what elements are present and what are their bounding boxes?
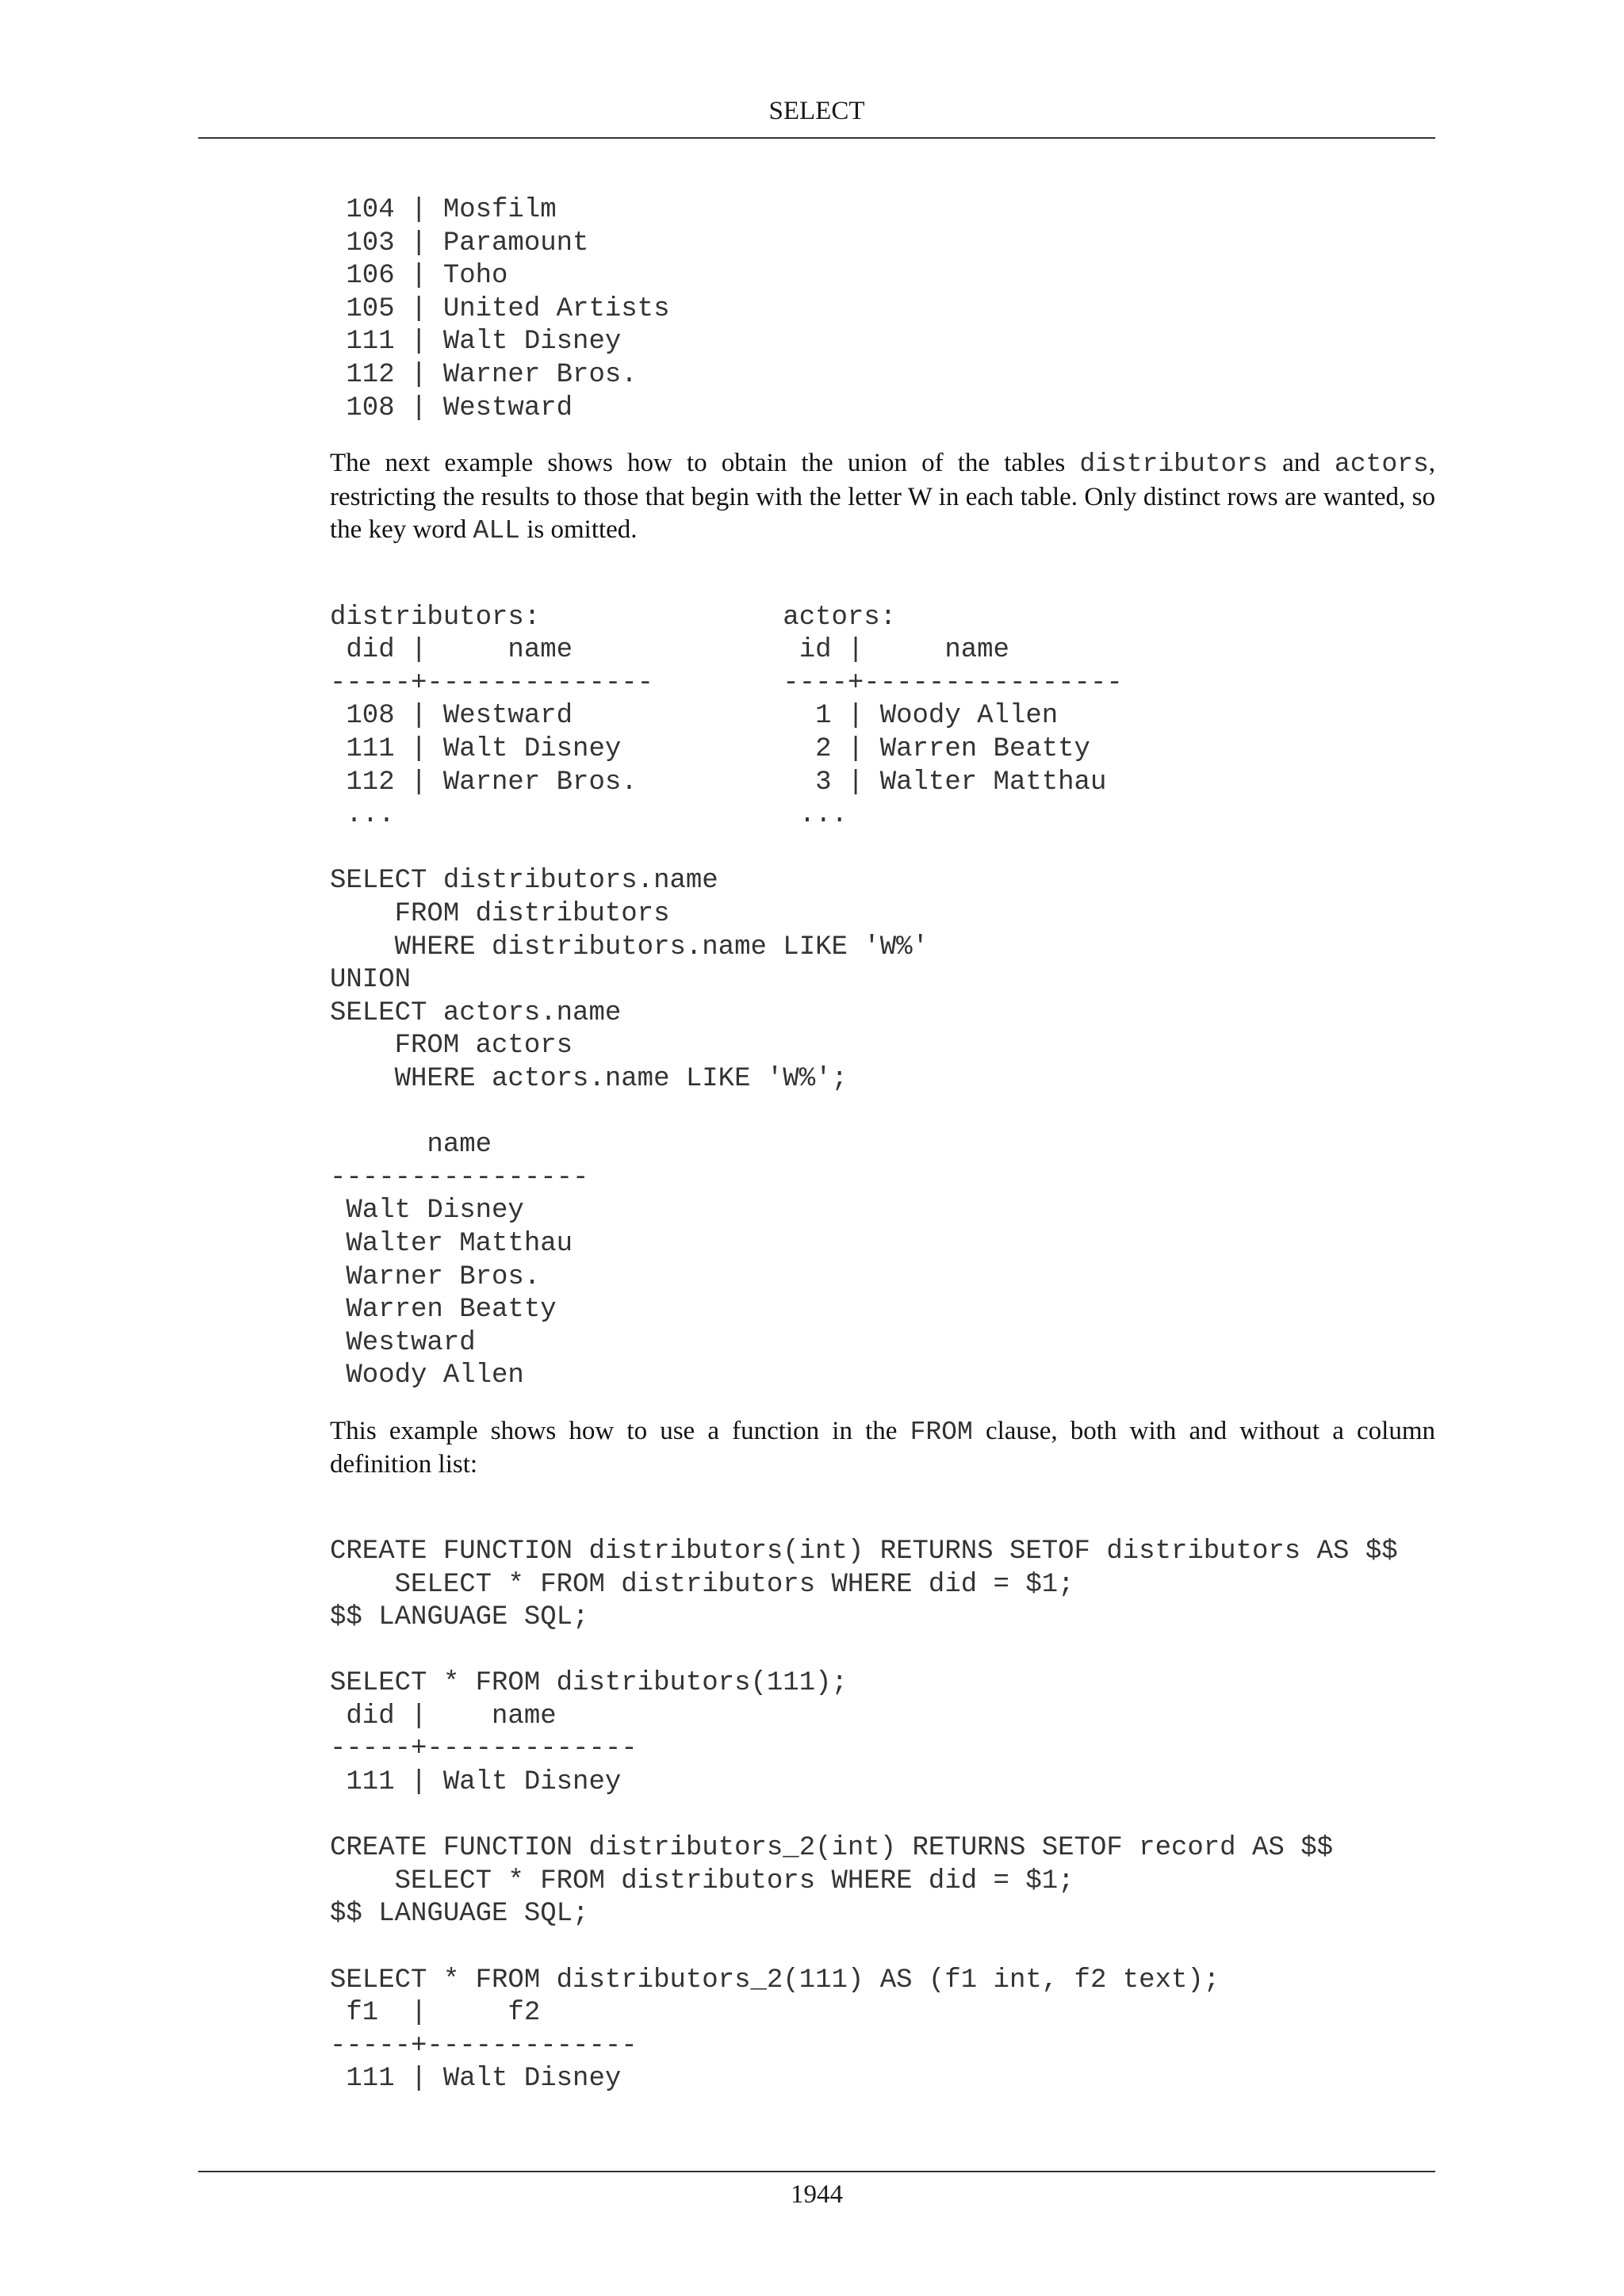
para-text: and bbox=[1267, 449, 1335, 478]
para-text: This example shows how to use a function in the bbox=[330, 1416, 910, 1445]
literal-from: FROM bbox=[910, 1417, 973, 1447]
paragraph-function-intro bbox=[330, 1415, 1435, 1482]
literal-actors: actors bbox=[1334, 450, 1429, 480]
code-block-function-select: SELECT * FROM distributors(111); did | name -----+------------- 111 | Walt Disney bbox=[330, 1668, 848, 1798]
code-block-union-query: SELECT distributors.name FROM distributors WHERE distributors.name LIKE 'W%' UNION SELECT actors.name FROM actors WHERE actors.name LIKE 'W%'; bbox=[330, 866, 929, 1094]
para-text: is omitted. bbox=[519, 515, 638, 545]
page-content bbox=[330, 194, 1435, 2096]
code-block-union-result: name ---------------- Walt Disney Walter Matthau Warner Bros. Warren Beatty Westward Woody Allen bbox=[330, 1130, 589, 1391]
literal-distributors: distributors bbox=[1079, 450, 1268, 480]
para-text: , restricting the results to those that begin with the letter W in each table. Only distinct rows are wanted, so the key word bbox=[330, 449, 1435, 545]
para-text: The next example shows how to obtain the union of the tables bbox=[330, 449, 1080, 478]
header-rule bbox=[198, 137, 1435, 139]
paragraph-union-intro bbox=[330, 447, 1435, 548]
code-block-companies-continued: 104 | Mosfilm 103 | Paramount 106 | Toho 105 | United Artists 111 | Walt Disney 112 | Warner Bros. 108 | Westward bbox=[346, 195, 670, 423]
code-block-create-function: CREATE FUNCTION distributors(int) RETURNS SETOF distributors AS $$ SELECT * FROM distributors WHERE did = $1; $$ LANGUAGE SQL; bbox=[330, 1536, 1398, 1633]
code-block-function-2-select: SELECT * FROM distributors_2(111) AS (f1 int, f2 text); f1 | f2 -----+------------- 111 | Walt Disney bbox=[330, 1965, 1220, 2095]
literal-all: ALL bbox=[473, 516, 520, 546]
code-block-example-tables: distributors: actors: did | name id | name -----+-------------- ----+---------------- 108 | Westward 1 | Woody Allen 111 | Walt Disney 2 | Warren Beatty 112 | Warner Bros. 3 | Walter Matthau ... ... bbox=[330, 602, 1123, 831]
page-number: 1944 bbox=[791, 2180, 843, 2209]
page-header-title: SELECT bbox=[768, 97, 865, 125]
footer-rule bbox=[198, 2171, 1435, 2172]
para-text: clause, both with and without a column definition list: bbox=[330, 1416, 1436, 1479]
code-block-create-function-2: CREATE FUNCTION distributors_2(int) RETURNS SETOF record AS $$ SELECT * FROM distributors WHERE did = $1; $$ LANGUAGE SQL; bbox=[330, 1833, 1334, 1930]
